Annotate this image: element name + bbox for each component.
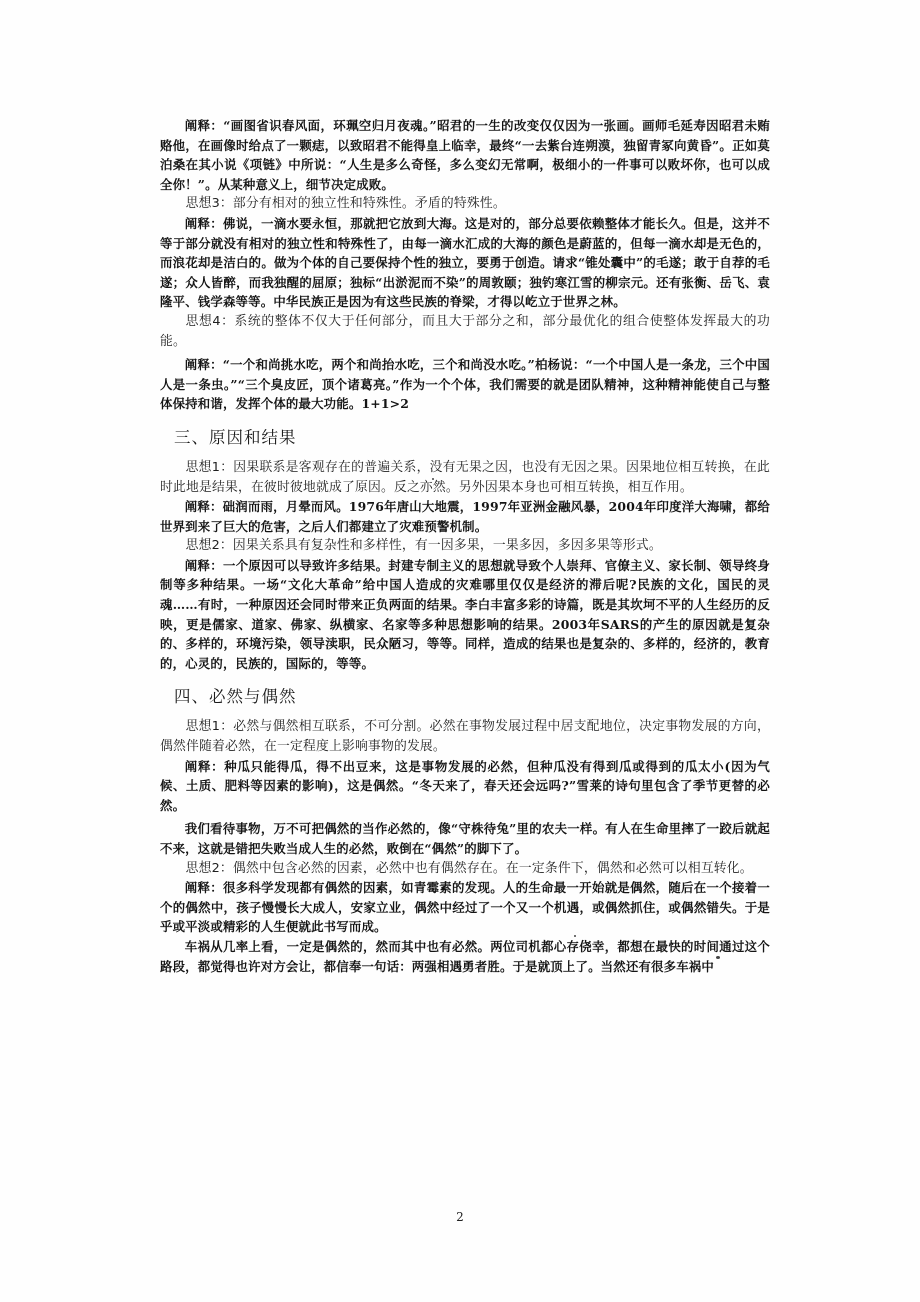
paragraph-body: 我们看待事物，万不可把偶然的当作必然的，像“守株待兔”里的农夫一样。有人在生命里摔了一跤后就起不来，这就是错把失败当成人生的必然，败倒在“偶然”的脚下了。 [160, 821, 770, 856]
paragraph-explanation: 阐释：一个原因可以导致许多结果。封建专制主义的思想就导致个人崇拜、官僚主义、家长制、领导终身制等多种结果。一场“文化大革命”给中国人造成的灾难哪里仅仅是经济的滞后呢?民族的文化，国民的灵魂……有时，一种原因还会同时带来正负两面的结果。李白丰富多彩的诗篇，既是其坎坷不平的人生经历的反映，更是儒家、道家、佛家、纵横家、名家等多种思想影响的结果。2003年SARS的产生的原因就是复杂的、多样的，环境污染，领导渎职，民众陋习，等等。同样，造成的结果也是复杂的、多样的，经济的，教育的，心灵的，民族的，国际的，等等。 [160, 557, 770, 671]
paragraph-explanation: 阐释：佛说，一滴水要永恒，那就把它放到大海。这是对的，部分总要依赖整体才能长久。但是，这并不等于部分就没有相对的独立性和特殊性了，由每一滴水汇成的大海的颜色是蔚蓝的，但每一滴水却是无色的，而浪花却是洁白的。做为个体的自己要保持个性的独立，要勇于创造。请求“锥处囊中”的毛遂；敢于自荐的毛遂；众人皆醉，而我独醒的屈原；独标“出淤泥而不染”的周敦颐；独钓寒江雪的柳宗元。还有张衡、岳飞、袁隆平、钱学森等等。中华民族正是因为有这些民族的脊梁，才得以屹立于世界之林。 [160, 215, 770, 310]
page-content [160, 116, 770, 976]
paragraph-explanation: 阐释：很多科学发现都有偶然的因素，如青霉素的发现。人的生命最一开始就是偶然，随后在一个接着一个的偶然中，孩子慢慢长大成人，安家立业，偶然中经过了一个又一个机遇，或偶然抓住，或偶然错失。于是乎或平淡或精彩的人生便就此书写而成。 [160, 880, 770, 935]
paragraph-explanation: 阐释：础润而雨，月晕而风。1976年唐山大地震，1997年亚洲金融风暴，2004年印度洋大海啸，都给世界到来了巨大的危害，之后人们都建立了灾难预警机制。 [160, 499, 770, 534]
paragraph-explanation: 阐释：种瓜只能得瓜，得不出豆来，这是事物发展的必然，但种瓜没有得到瓜或得到的瓜太小(因为气候、土质、肥料等因素的影响)，这是偶然。“冬天来了，春天还会远吗?”雪莱的诗句里包含了季节更替的必然。 [160, 758, 770, 813]
paragraph-thought: 思想1：必然与偶然相互联系，不可分割。必然在事物发展过程中居支配地位，决定事物发展的方向，偶然伴随着必然，在一定程度上影响事物的发展。 [160, 719, 770, 755]
paragraph-thought: 思想4：系统的整体不仅大于任何部分，而且大于部分之和，部分最优化的组合使整体发挥最大的功能。 [160, 313, 770, 349]
paragraph-body: 车祸从几率上看，一定是偶然的，然而其中也有必然。两位司机都心存侥幸，都想在最快的时间通过这个路段，都觉得也许对方会让，都信奉一句话：两强相遇勇者胜。于是就顶上了。当然还有很多车祸中 [160, 938, 770, 974]
paragraph-explanation: 阐释：“画图省识春风面，环珮空归月夜魂。”昭君的一生的改变仅仅因为一张画。画师毛延寿因昭君未贿赂他，在画像时给点了一颗痣，以致昭君不能得皇上临幸，最终“一去紫台连朔漠，独留青冢向黄昏”。正如莫泊桑在其小说《项链》中所说：“人生是多么奇怪，多么变幻无常啊，极细小的一件事可以败坏你，也可以成全你！”。从某种意义上，细节决定成败。 [160, 118, 770, 192]
section-heading-cause-effect: 三、原因和结果 [174, 427, 297, 447]
paragraph-thought: 思想2：偶然中包含必然的因素，必然中也有偶然存在。在一定条件下，偶然和必然可以相互转化。 [185, 860, 753, 876]
page-number: 2 [456, 1210, 464, 1224]
section-heading-necessity-chance: 四、必然与偶然 [174, 687, 297, 707]
paragraph-thought: 思想3：部分有相对的独立性和特殊性。矛盾的特殊性。 [185, 196, 506, 212]
paragraph-thought: 思想2：因果关系具有复杂性和多样性，有一因多果，一果多因，多因多果等形式。 [185, 538, 662, 554]
paragraph-thought: 思想1：因果联系是客观存在的普遍关系，没有无果之因，也没有无因之果。因果地位相互转换，在此时此地是结果，在彼时彼地就成了原因。反之亦然。另外因果本身也可相互转换，相互作用。 [160, 459, 770, 495]
paragraph-explanation: 阐释：“一个和尚挑水吃，两个和尚抬水吃，三个和尚没水吃。”柏杨说：“一个中国人是一条龙，三个中国人是一条虫。”“三个臭皮匠，顶个诸葛亮。”作为一个个体，我们需要的就是团队精神，这种精神能使自己与整体保持和谐，发挥个体的最大功能。1+1>2 [160, 357, 770, 412]
